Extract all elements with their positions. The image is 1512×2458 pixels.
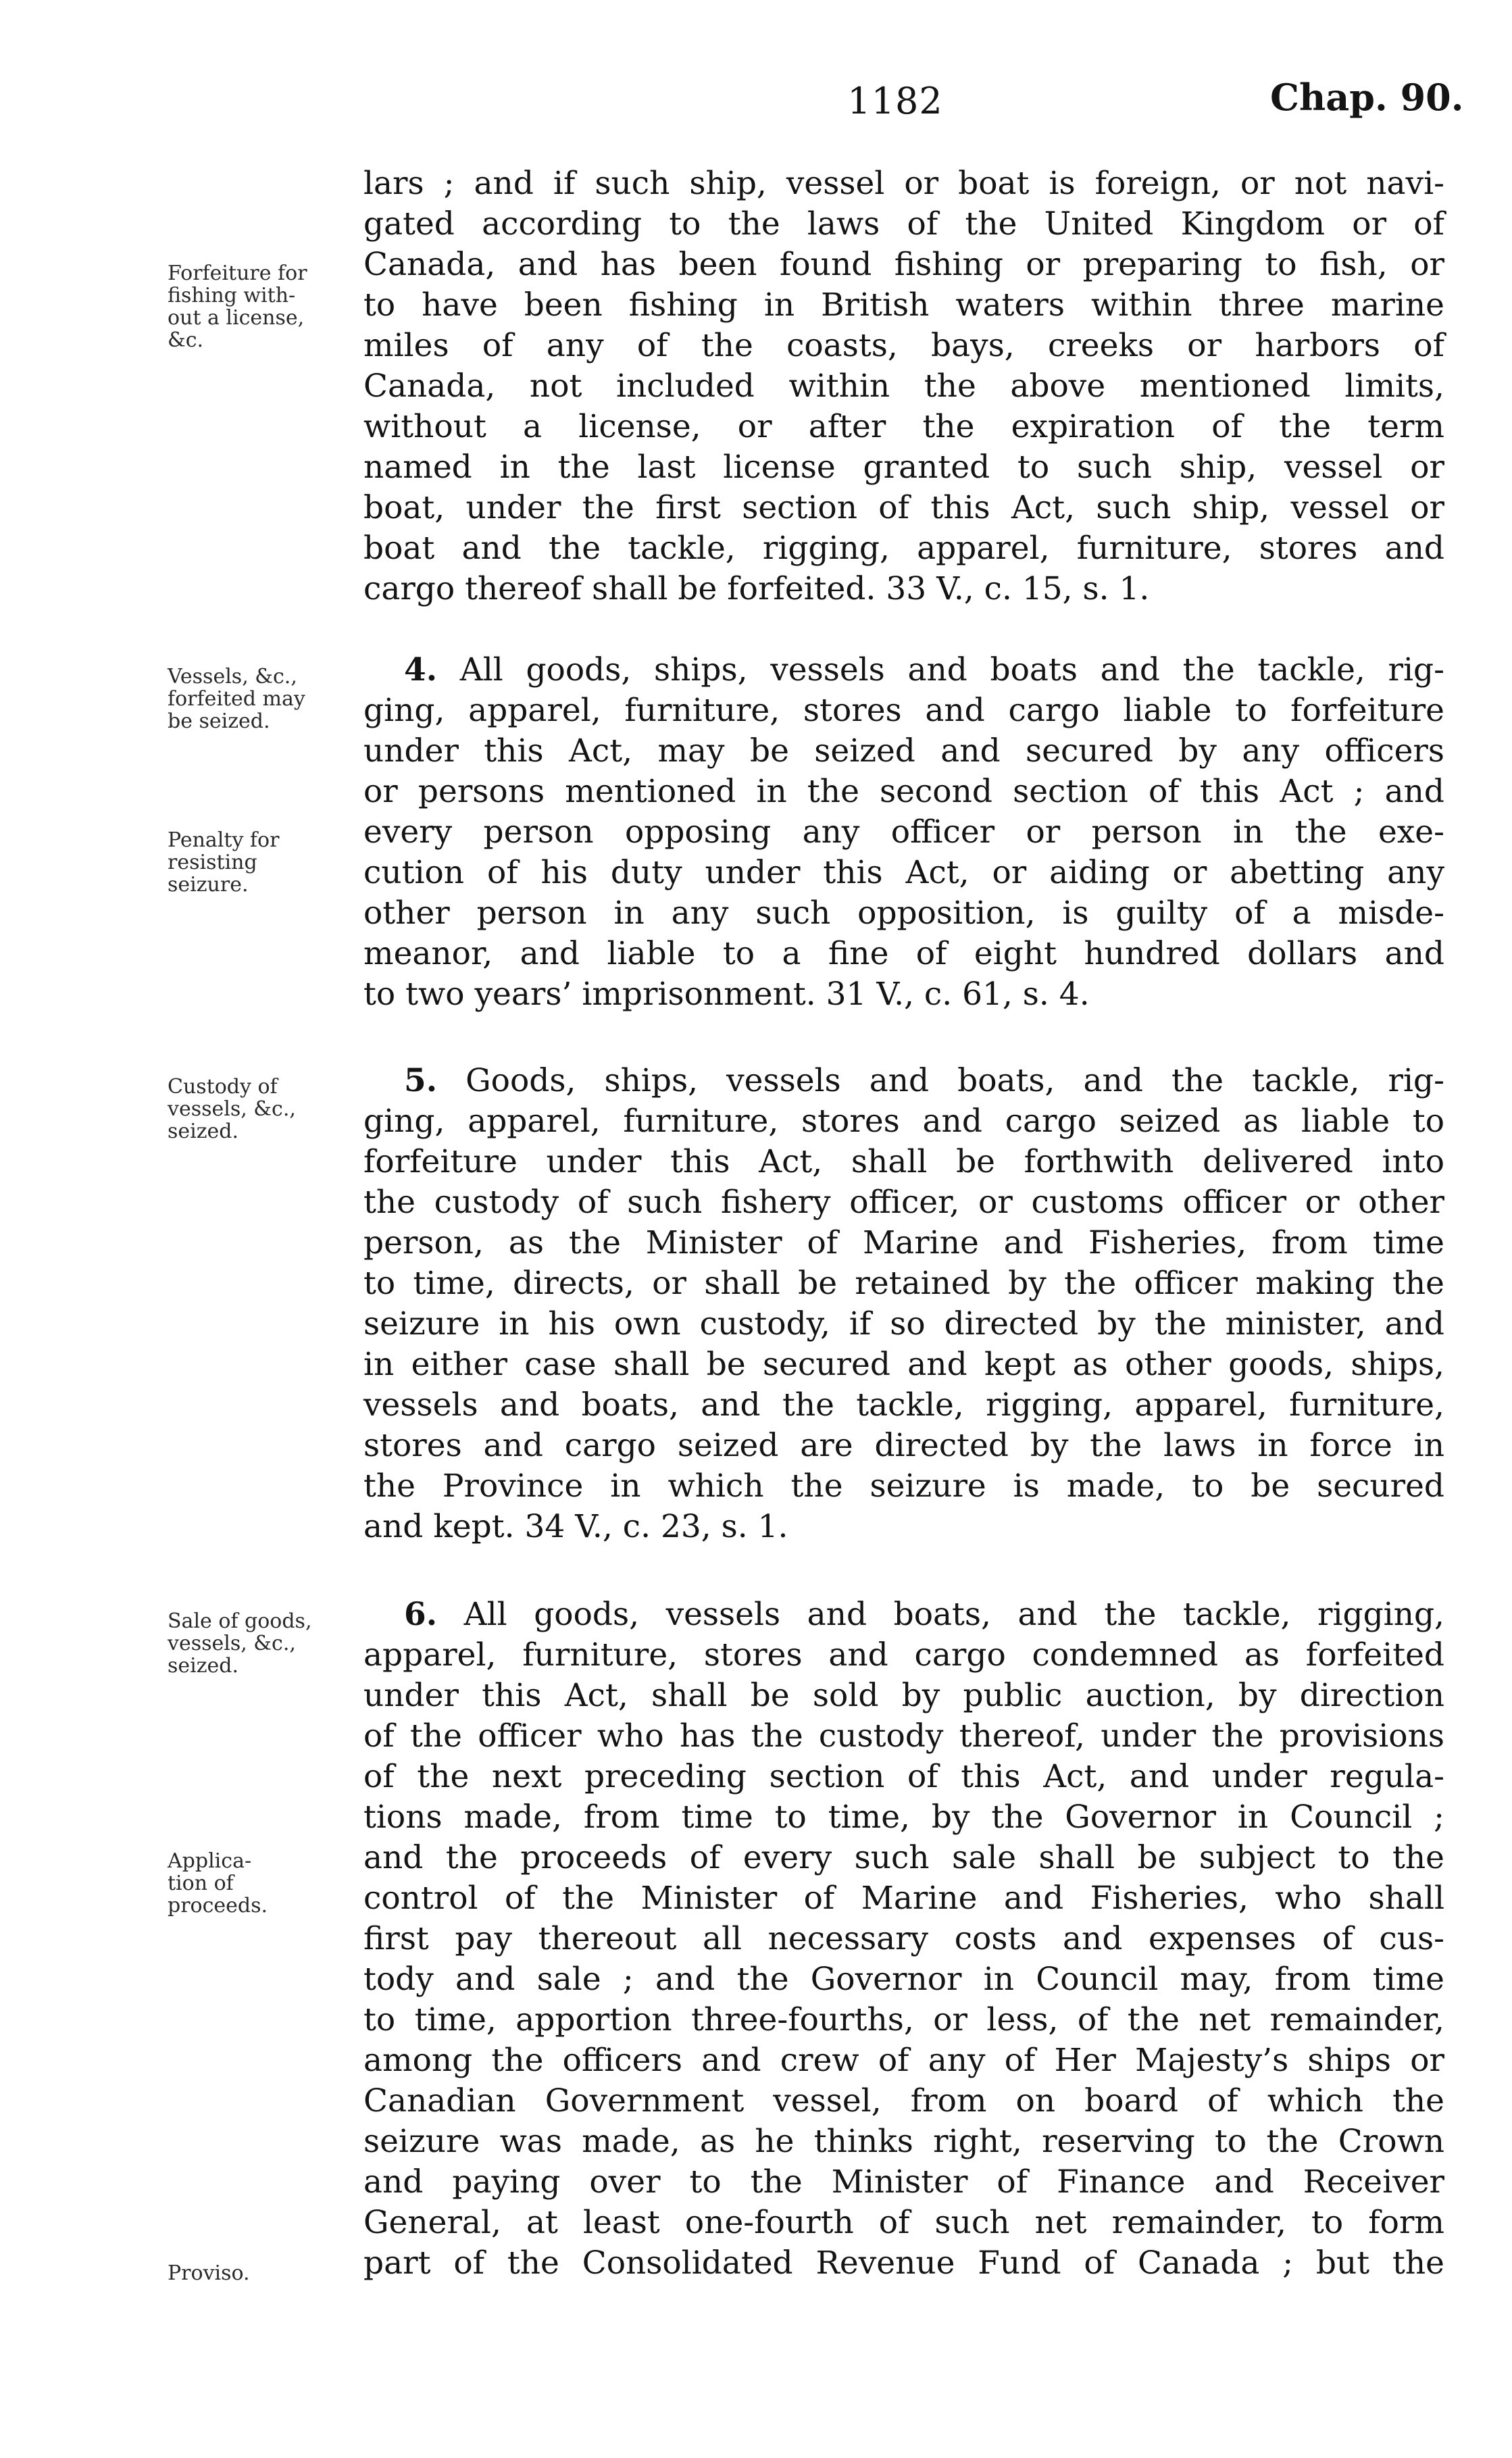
text-line: to have been fishing in British waters within three marine	[363, 286, 1444, 324]
text-line: part of the Consolidated Revenue Fund of Canada ; but the	[363, 2244, 1444, 2282]
text-line: All goods, vessels and boats, and the tackle, rigging,	[463, 1596, 1444, 1633]
text-line: Goods, ships, vessels and boats, and the tackle, rig-	[465, 1062, 1444, 1099]
text-line: Canada, not included within the above mentioned limits,	[363, 368, 1444, 405]
margin-note-line: vessels, &c.,	[168, 1097, 296, 1121]
text-line: General, at least one-fourth of such net remainder, to form	[363, 2204, 1444, 2241]
text-line: gated according to the laws of the United Kingdom or of	[363, 205, 1444, 243]
margin-note-sale	[168, 1610, 370, 1677]
margin-note-line: Applica-	[168, 1849, 252, 1873]
text-line: boat and the tackle, rigging, apparel, furniture, stores and	[363, 530, 1444, 567]
text-line: boat, under the first section of this Act, such ship, vessel or	[363, 489, 1444, 526]
text-line: under this Act, shall be sold by public auction, by direction	[363, 1677, 1444, 1714]
text-line: the Province in which the seizure is made, to be secured	[363, 1468, 1444, 1505]
margin-note-line: tion of	[168, 1872, 234, 1895]
margin-note-line: seizure.	[168, 873, 249, 897]
text-line: ging, apparel, furniture, stores and cargo liable to forfeiture	[363, 692, 1444, 729]
text-line: without a license, or after the expiration of the term	[363, 408, 1444, 445]
text-line: lars ; and if such ship, vessel or boat is foreign, or not navi-	[363, 165, 1444, 202]
text-line: among the officers and crew of any of Her Majesty’s ships or	[363, 2042, 1444, 2079]
text-line: or persons mentioned in the second section of this Act ; and	[363, 773, 1444, 810]
margin-note-line: proceeds.	[168, 1894, 268, 1917]
text-line: cargo thereof shall be forfeited. 33 V., c. 15, s. 1.	[363, 570, 1150, 607]
margin-note-line: fishing with-	[168, 284, 296, 307]
chapter-heading: Chap. 90.	[1270, 76, 1464, 119]
margin-note-penalty	[168, 829, 370, 896]
text-line: every person opposing any officer or person in the exe-	[363, 813, 1444, 851]
text-line-first	[404, 1595, 1444, 1635]
page-number: 1182	[847, 80, 943, 122]
text-line: seizure in his own custody, if so directed by the minister, and	[363, 1305, 1444, 1343]
margin-note-line: &c.	[168, 328, 204, 352]
margin-note-application	[168, 1850, 370, 1917]
text-line: to time, directs, or shall be retained by the officer making the	[363, 1265, 1444, 1302]
margin-note-custody	[168, 1076, 370, 1143]
text-line: All goods, ships, vessels and boats and the tackle, rig-	[459, 651, 1444, 688]
text-line: apparel, furniture, stores and cargo condemned as forfeited	[363, 1636, 1444, 1674]
margin-note-line: Sale of goods,	[168, 1609, 312, 1633]
margin-note-line: forfeited may	[168, 687, 305, 711]
margin-note-line: Proviso.	[168, 2261, 250, 2285]
text-line: ging, apparel, furniture, stores and cargo seized as liable to	[363, 1103, 1444, 1140]
margin-note-line: Vessels, &c.,	[168, 665, 297, 688]
section-number: 6.	[404, 1596, 438, 1633]
text-line: vessels and boats, and the tackle, rigging, apparel, furniture,	[363, 1386, 1444, 1424]
text-line: and the proceeds of every such sale shall be subject to the	[363, 1839, 1444, 1876]
text-line: person, as the Minister of Marine and Fisheries, from time	[363, 1224, 1444, 1261]
text-line: control of the Minister of Marine and Fisheries, who shall	[363, 1880, 1444, 1917]
margin-note-vessels-seized	[168, 666, 370, 732]
text-line: cution of his duty under this Act, or aiding or abetting any	[363, 854, 1444, 891]
text-line: of the officer who has the custody thereof, under the provisions	[363, 1717, 1444, 1755]
margin-note-line: Custody of	[168, 1075, 278, 1099]
text-line: tions made, from time to time, by the Governor in Council ;	[363, 1799, 1444, 1836]
margin-note-proviso	[168, 2262, 370, 2284]
text-line: in either case shall be secured and kept as other goods, ships,	[363, 1346, 1444, 1383]
text-line: seizure was made, as he thinks right, reserving to the Crown	[363, 2123, 1444, 2160]
margin-note-line: Penalty for	[168, 828, 280, 852]
margin-note-line: seized.	[168, 1654, 239, 1678]
text-line: tody and sale ; and the Governor in Council may, from time	[363, 1961, 1444, 1998]
text-line: the custody of such fishery officer, or customs officer or other	[363, 1184, 1444, 1221]
margin-note-forfeiture	[168, 262, 370, 351]
text-line-first	[404, 1061, 1444, 1101]
margin-note-line: be seized.	[168, 709, 270, 733]
text-line: Canadian Government vessel, from on board of which the	[363, 2082, 1444, 2120]
margin-note-line: seized.	[168, 1120, 239, 1143]
text-line: of the next preceding section of this Act, and under regula-	[363, 1758, 1444, 1795]
text-line: miles of any of the coasts, bays, creeks or harbors of	[363, 327, 1444, 364]
text-line: under this Act, may be seized and secured by any officers	[363, 732, 1444, 770]
text-line: named in the last license granted to such ship, vessel or	[363, 449, 1444, 486]
text-line: forfeiture under this Act, shall be forthwith delivered into	[363, 1143, 1444, 1180]
text-line: to time, apportion three-fourths, or less, of the net remainder,	[363, 2001, 1444, 2038]
text-line: stores and cargo seized are directed by the laws in force in	[363, 1427, 1444, 1464]
text-line: and paying over to the Minister of Finance and Receiver	[363, 2163, 1444, 2201]
section-number: 4.	[404, 651, 438, 688]
text-line: to two years’ imprisonment. 31 V., c. 61, s. 4.	[363, 976, 1090, 1013]
section-number: 5.	[404, 1062, 438, 1099]
text-line: meanor, and liable to a fine of eight hundred dollars and	[363, 935, 1444, 972]
text-line: Canada, and has been found fishing or preparing to fish, or	[363, 246, 1444, 283]
margin-note-line: out a license,	[168, 306, 305, 330]
text-line-first	[404, 650, 1444, 691]
text-line: other person in any such opposition, is guilty of a misde-	[363, 895, 1444, 932]
margin-note-line: Forfeiture for	[168, 261, 307, 285]
text-line: and kept. 34 V., c. 23, s. 1.	[363, 1508, 788, 1545]
text-line: first pay thereout all necessary costs and expenses of cus-	[363, 1920, 1444, 1957]
margin-note-line: resisting	[168, 851, 257, 874]
margin-note-line: vessels, &c.,	[168, 1632, 296, 1655]
